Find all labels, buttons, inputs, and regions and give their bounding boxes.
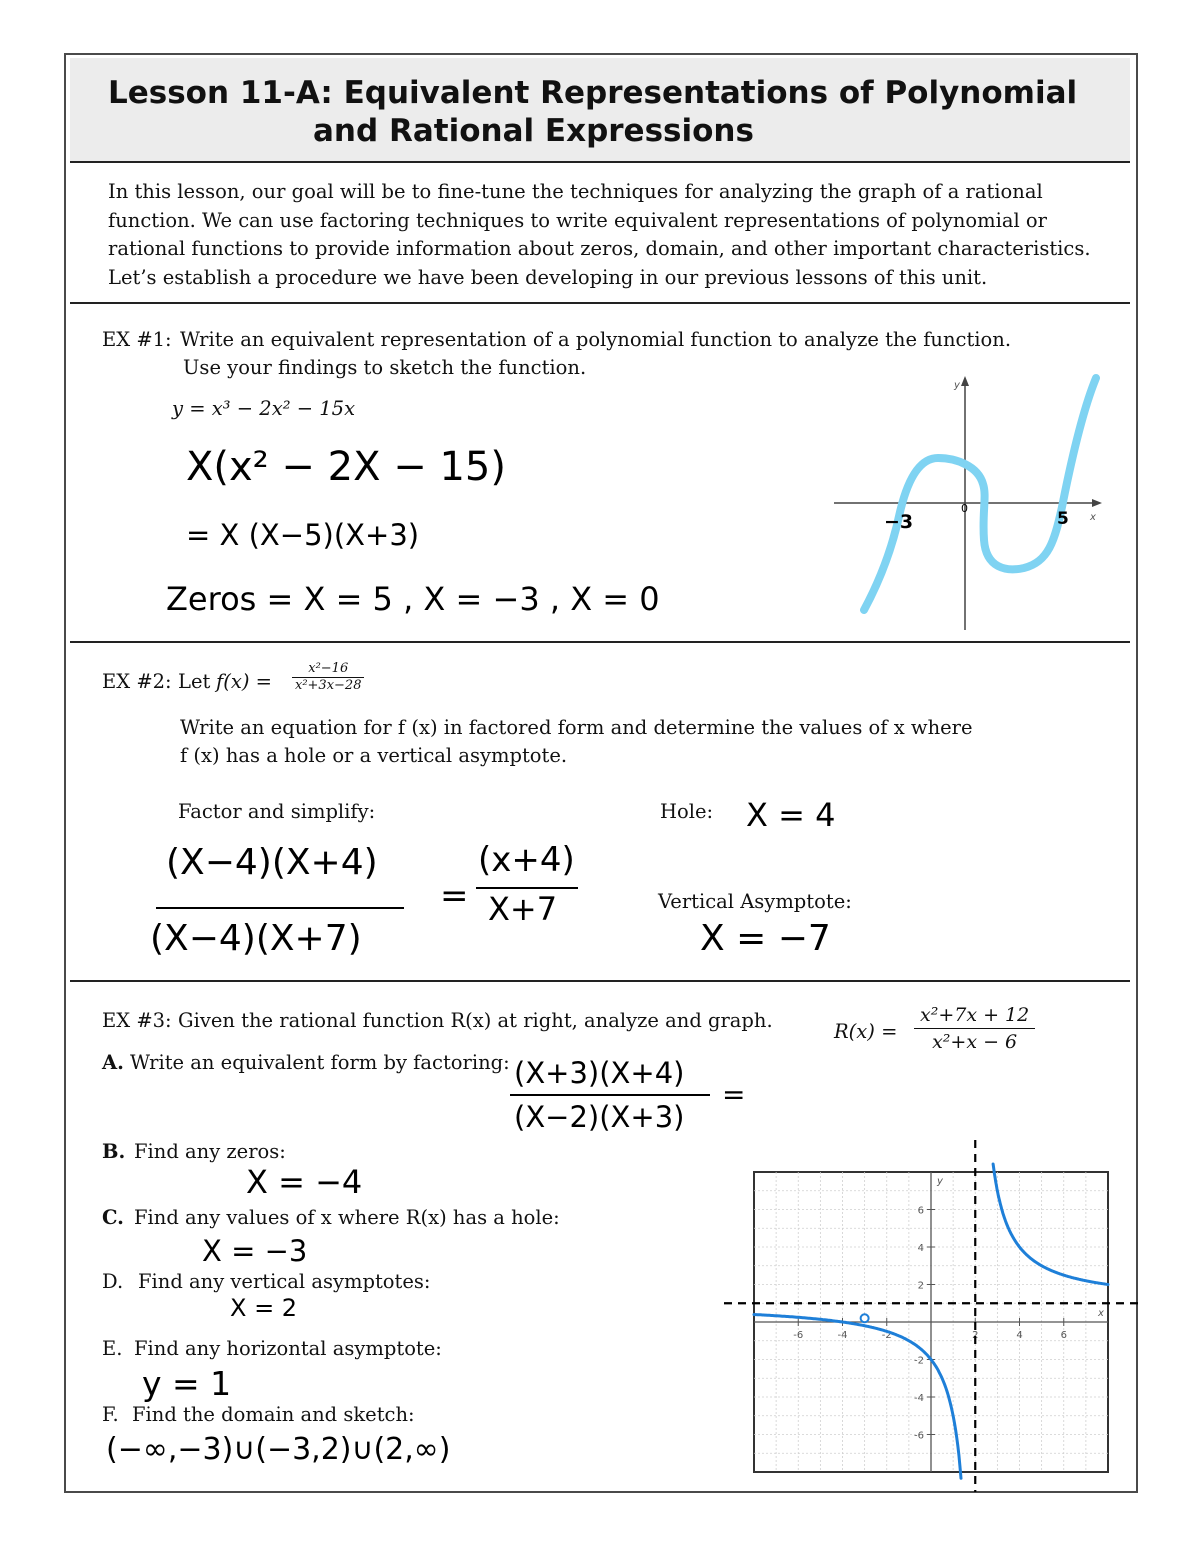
ex3-d-answer: X = 2 [230, 1294, 298, 1322]
ex3-d-label: D. [102, 1270, 124, 1293]
ex2-hole-value: X = 4 [746, 796, 836, 834]
intro-paragraph [108, 178, 1118, 292]
ex3-c-label: C. [102, 1206, 124, 1229]
ex1-graph [820, 372, 1120, 634]
ex2-label: EX #2: [102, 670, 172, 693]
ex3-e-text: Find any horizontal asymptote: [134, 1337, 442, 1360]
ex2-factored-denominator: (X−4)(X+7) [150, 918, 362, 959]
ex3-label: EX #3: [102, 1009, 172, 1032]
ex1-work-zeros: Zeros = X = 5 , X = −3 , X = 0 [166, 580, 660, 618]
ex3-f-text: Find the domain and sketch: [132, 1403, 415, 1426]
ex1-curve [864, 378, 1096, 610]
intro-line-4: Let’s establish a procedure we have been developing in our previous lessons of this unit. [108, 265, 988, 289]
ex2-let-text: Let [178, 670, 211, 693]
ex3-prompt: Given the rational function R(x) at right, analyze and graph. [178, 1009, 773, 1032]
ex1-mark-left: −3 [884, 511, 914, 533]
hole-marker [861, 1314, 869, 1322]
ex3-a-equals: = [722, 1078, 746, 1111]
ex3-b-label: B. [102, 1140, 126, 1163]
x-tick-label: -4 [837, 1330, 848, 1341]
ex2-factored-numerator: (X−4)(X+4) [166, 842, 378, 883]
ex1-work-factor: X(x² − 2X − 15) [186, 444, 506, 490]
ex3-e-label: E. [102, 1337, 123, 1360]
ex1-prompt-line-1: Write an equivalent representation of a polynomial function to analyze the function. [180, 328, 1012, 351]
x-axis-arrow-icon [1092, 499, 1102, 507]
ex3-f-answer: (−∞,−3)∪(−3,2)∪(2,∞) [106, 1432, 451, 1467]
ex1-equation: y = x³ − 2x² − 15x [172, 397, 356, 420]
divider [70, 980, 1130, 982]
ex2-simplified-bar [476, 887, 578, 889]
ex3-rx-denominator: x²+x − 6 [932, 1031, 1018, 1053]
ex2-fraction [292, 661, 364, 694]
ex3-a-denominator: (X−2)(X+3) [514, 1100, 685, 1134]
ex2-factor-label: Factor and simplify: [178, 800, 376, 823]
ex3-a-label: A. [102, 1051, 124, 1074]
title-line-2: and Rational Expressions [313, 113, 754, 149]
ex2-hole-label: Hole: [660, 800, 714, 823]
title-line-1: Lesson 11-A: Equivalent Representations of Polynomial [108, 75, 1078, 111]
x-tick-label: 6 [1060, 1330, 1067, 1341]
y-tick-label: 6 [917, 1205, 924, 1217]
ex2-va-label: Vertical Asymptote: [658, 890, 852, 913]
ex2-simplified-denominator: X+7 [488, 890, 558, 928]
ex3-graph [720, 1140, 1140, 1492]
x-tick-label: -6 [793, 1330, 804, 1341]
x-tick-label: 4 [1016, 1330, 1023, 1341]
ex2-prompt-line-1: Write an equation for f (x) in factored form and determine the values of x where [180, 716, 973, 739]
page-title [108, 74, 1108, 150]
ex3-rx: R(x) = [834, 1020, 898, 1043]
ex3-a-numerator: (X+3)(X+4) [514, 1056, 685, 1090]
ex1-mark-origin: 0 [961, 502, 968, 515]
y-tick-label: -2 [914, 1355, 924, 1367]
x-axis-label: x [1098, 1308, 1104, 1319]
ex1-mark-right: 5 [1057, 509, 1069, 529]
x-tick-label: -2 [881, 1330, 892, 1341]
y-axis-label: y [937, 1176, 943, 1187]
ex2-equals: = [440, 876, 469, 916]
ex3-rx-numerator: x²+7x + 12 [914, 1002, 1035, 1029]
intro-line-3: rational functions to provide information about zeros, domain, and other important characteristics. [108, 237, 1091, 260]
ex2-prompt-line-2: f (x) has a hole or a vertical asymptote. [180, 744, 568, 767]
ex3-a-text: Write an equivalent form by factoring: [130, 1051, 510, 1074]
ex2-denominator: x²+3x−28 [295, 678, 362, 693]
x-axis-label: x [1090, 512, 1096, 523]
ex1-prompt-line-2: Use your findings to sketch the function. [183, 356, 587, 379]
intro-line-1: In this lesson, our goal will be to fine-tune the techniques for analyzing the graph of a rational [108, 180, 1043, 203]
divider [70, 641, 1130, 643]
x-tick-label: 2 [972, 1330, 979, 1341]
intro-line-2: function. We can use factoring techniques to write equivalent representations of polynomial or [108, 208, 1047, 232]
ex3-rx-fraction [914, 1002, 1035, 1055]
ex2-numerator: x²−16 [292, 661, 364, 678]
ex3-a-fraction-bar [510, 1094, 710, 1096]
ex3-e-answer: y = 1 [142, 1364, 232, 1403]
y-tick-label: 2 [917, 1280, 924, 1292]
ex3-c-answer: X = −3 [202, 1234, 308, 1268]
y-tick-label: 4 [917, 1243, 924, 1254]
ex3-d-text: Find any vertical asymptotes: [138, 1270, 431, 1293]
ex3-f-label: F. [102, 1403, 119, 1426]
divider [70, 161, 1130, 163]
ex3-c-text: Find any values of x where R(x) has a hole: [134, 1206, 560, 1229]
y-axis-arrow-icon [961, 376, 969, 386]
ex2-fraction-bar [156, 907, 404, 909]
y-axis-label: y [954, 380, 960, 391]
ex2-va-value: X = −7 [700, 918, 831, 959]
ex2-fx: f(x) = [216, 670, 272, 693]
y-tick-label: -6 [914, 1430, 924, 1442]
divider [70, 302, 1130, 304]
ex2-simplified-numerator: (x+4) [478, 840, 575, 880]
ex3-b-answer: X = −4 [246, 1163, 363, 1201]
ex1-label: EX #1: [102, 328, 172, 351]
y-tick-label: -4 [914, 1393, 924, 1404]
ex3-b-text: Find any zeros: [134, 1140, 286, 1163]
ex1-work-factored: = X (X−5)(X+3) [186, 518, 420, 552]
